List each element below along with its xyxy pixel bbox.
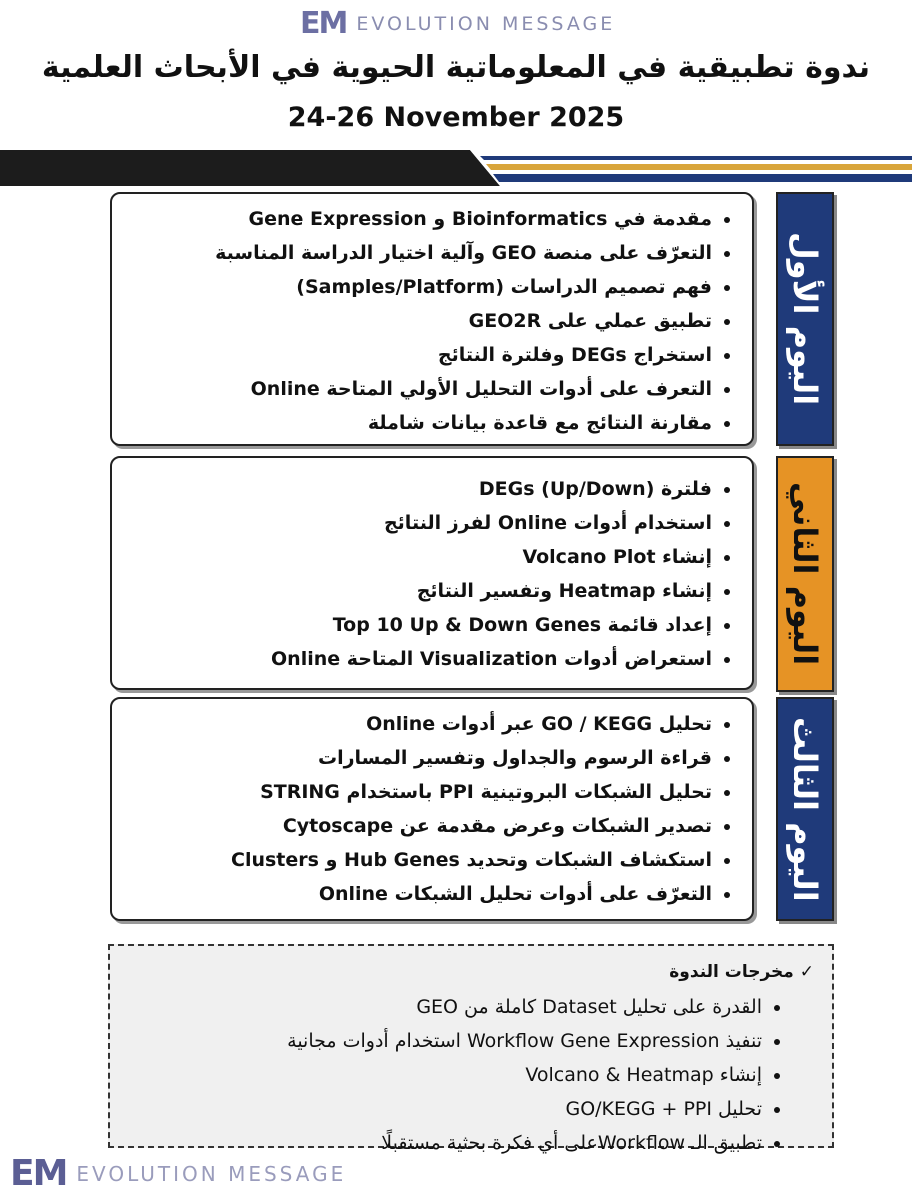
brand-name: EVOLUTION MESSAGE [356,12,616,35]
event-dates: 24-26 November 2025 [287,102,625,133]
list-item: • تطبيق الـ Workflowعلى أي فكرة بحثية مستقبلًا [287,1126,762,1160]
em-logo-mark: EM [10,1153,67,1194]
day-three-label: اليوم الثالث [786,716,824,902]
brand-name: EVOLUTION MESSAGE [76,1161,347,1186]
list-item: • التعرّف على منصة GEO وآلية اختيار الدراسة المناسبة [112,236,712,270]
day-one-list [112,194,752,440]
list-item: • استكشاف الشبكات وتحديد Hub Genes و Clusters [112,843,712,877]
list-item: • مقارنة النتائج مع قاعدة بيانات شاملة [112,406,712,440]
list-item: • إنشاء Volcano & Heatmap [287,1058,762,1092]
brand-logo-bottom [10,1153,346,1194]
list-item: • إنشاء Heatmap وتفسير النتائج [112,574,712,608]
list-item: • تحليل الشبكات البروتينية PPI باستخدام STRING [112,775,712,809]
day-two-label: اليوم الثاني [786,482,824,666]
list-item: • إعداد قائمة Top 10 Up & Down Genes [112,608,712,642]
list-item: • إنشاء Volcano Plot [112,540,712,574]
day-three-tab [776,697,834,921]
decorative-band [0,150,912,186]
day-two-list [112,458,752,676]
outcomes-list [287,990,832,1160]
brand-logo-top [300,6,615,41]
list-item: • مقدمة في Bioinformatics و Gene Expression [112,202,712,236]
day-two-tab [776,456,834,692]
list-item: • تنفيذ Workflow Gene Expression استخدام أدوات مجانية [287,1024,762,1058]
list-item: • استخراج DEGs وفلترة النتائج [112,338,712,372]
day-one-tab [776,192,834,446]
list-item: • قراءة الرسوم والجداول وتفسير المسارات [112,741,712,775]
list-item: • تحليل GO / KEGG عبر أدوات Online [112,707,712,741]
list-item: • تطبيق عملي على GEO2R [112,304,712,338]
day-one-label: اليوم الأول [786,232,824,406]
list-item: • استخدام أدوات Online لفرز النتائج [112,506,712,540]
day-two-box [110,456,754,690]
list-item: • فلترة (DEGs (Up/Down [112,472,712,506]
outcomes-title: ✓ مخرجات الندوة [669,962,814,982]
list-item: • تصدير الشبكات وعرض مقدمة عن Cytoscape [112,809,712,843]
outcomes-box [108,944,834,1154]
list-item: • فهم تصميم الدراسات (Samples/Platform) [112,270,712,304]
list-item: • تحليل GO/KEGG + PPI [287,1092,762,1126]
list-item: • التعرّف على أدوات تحليل الشبكات Online [112,877,712,911]
page-title: ندوة تطبيقية في المعلوماتية الحيوية في الأبحاث العلمية [41,50,871,85]
em-logo-mark: EM [300,6,347,41]
list-item: • التعرف على أدوات التحليل الأولي المتاحة Online [112,372,712,406]
list-item: • القدرة على تحليل Dataset كاملة من GEO [287,990,762,1024]
day-three-box [110,697,754,921]
list-item: • استعراض أدوات Visualization المتاحة Online [112,642,712,676]
day-one-box [110,192,754,446]
day-three-list [112,699,752,911]
